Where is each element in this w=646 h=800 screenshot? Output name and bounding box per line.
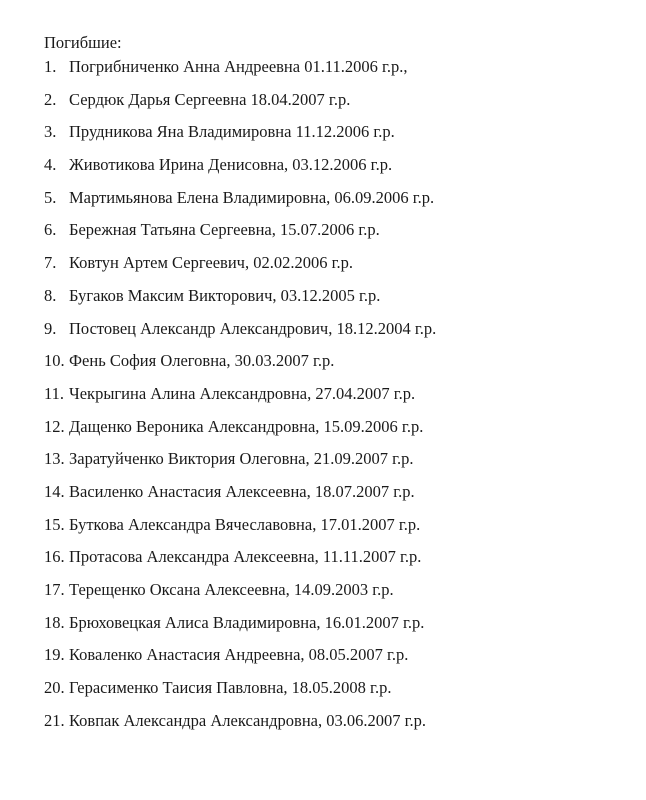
victims-list bbox=[44, 57, 436, 743]
list-item-number: 8. bbox=[44, 285, 57, 305]
list-item bbox=[44, 384, 436, 417]
list-item bbox=[44, 253, 436, 286]
list-item bbox=[44, 580, 436, 613]
list-item bbox=[44, 547, 436, 580]
list-item-number: 3. bbox=[44, 122, 57, 142]
list-item bbox=[44, 482, 436, 515]
list-item-number: 14. bbox=[44, 481, 65, 501]
list-item-text: Буткова Александра Вячеславовна, 17.01.2007 г.р. bbox=[69, 514, 421, 534]
list-item-number: 1. bbox=[44, 57, 57, 76]
list-item-text: Прудникова Яна Владимировна 11.12.2006 г.р. bbox=[69, 122, 395, 142]
list-item-number: 2. bbox=[44, 89, 57, 109]
list-item-number: 10. bbox=[44, 351, 65, 371]
list-item-number: 18. bbox=[44, 612, 65, 632]
list-item-text: Фень София Олеговна, 30.03.2007 г.р. bbox=[69, 351, 335, 371]
list-item-number: 17. bbox=[44, 580, 65, 599]
list-item-number: 21. bbox=[44, 710, 65, 730]
list-item-number: 7. bbox=[44, 253, 57, 273]
list-item bbox=[44, 515, 436, 548]
list-item-text: Ковпак Александра Александровна, 03.06.2007 г.р. bbox=[69, 710, 426, 730]
list-item-text: Бережная Татьяна Сергеевна, 15.07.2006 г.р. bbox=[69, 220, 380, 240]
list-item-text: Брюховецкая Алиса Владимировна, 16.01.2007 г.р. bbox=[69, 612, 425, 632]
list-item bbox=[44, 155, 436, 188]
list-item-text: Дащенко Вероника Александровна, 15.09.2006 г.р. bbox=[69, 416, 424, 436]
list-item-text: Ковтун Артем Сергеевич, 02.02.2006 г.р. bbox=[69, 253, 353, 273]
list-item bbox=[44, 351, 436, 384]
list-item-number: 6. bbox=[44, 220, 57, 240]
list-item bbox=[44, 319, 436, 352]
list-item-number: 9. bbox=[44, 318, 57, 338]
list-item-number: 13. bbox=[44, 449, 65, 469]
list-item-text: Мартимьянова Елена Владимировна, 06.09.2006 г.р. bbox=[69, 187, 435, 207]
list-item-text: Чекрыгина Алина Александровна, 27.04.2007 г.р. bbox=[69, 383, 416, 403]
list-item-text: Протасова Александра Алексеевна, 11.11.2007 г.р. bbox=[69, 547, 422, 567]
list-item-text: Терещенко Оксана Алексеевна, 14.09.2003 г.р. bbox=[69, 580, 394, 599]
list-item-text: Животикова Ирина Денисовна, 03.12.2006 г.р. bbox=[69, 155, 393, 175]
list-item-number: 4. bbox=[44, 155, 57, 175]
list-item-text: Коваленко Анастасия Андреевна, 08.05.2007 г.р. bbox=[69, 645, 409, 665]
list-item bbox=[44, 57, 436, 90]
list-item-number: 15. bbox=[44, 514, 65, 534]
list-item bbox=[44, 711, 436, 744]
list-item-number: 12. bbox=[44, 416, 65, 436]
list-item bbox=[44, 122, 436, 155]
list-item bbox=[44, 613, 436, 646]
list-item-number: 19. bbox=[44, 645, 65, 665]
list-item-text: Герасименко Таисия Павловна, 18.05.2008 г.р. bbox=[69, 678, 392, 698]
list-item-number: 16. bbox=[44, 547, 65, 567]
list-item-number: 11. bbox=[44, 383, 65, 403]
list-item bbox=[44, 417, 436, 450]
list-item bbox=[44, 286, 436, 319]
list-item-text: Бугаков Максим Викторович, 03.12.2005 г.р. bbox=[69, 285, 381, 305]
list-item-text: Постовец Александр Александрович, 18.12.2004 г.р. bbox=[69, 318, 437, 338]
list-item bbox=[44, 449, 436, 482]
list-item bbox=[44, 90, 436, 123]
list-item bbox=[44, 220, 436, 253]
list-item-text: Погрибниченко Анна Андреевна 01.11.2006 г.р., bbox=[69, 57, 408, 76]
list-item-text: Заратуйченко Виктория Олеговна, 21.09.2007 г.р. bbox=[69, 449, 414, 469]
list-item-number: 5. bbox=[44, 187, 57, 207]
list-item-number: 20. bbox=[44, 678, 65, 698]
list-item-text: Василенко Анастасия Алексеевна, 18.07.2007 г.р. bbox=[69, 481, 415, 501]
list-item bbox=[44, 645, 436, 678]
list-item bbox=[44, 188, 436, 221]
document-heading: Погибшие: bbox=[44, 33, 122, 52]
list-item-text: Сердюк Дарья Сергеевна 18.04.2007 г.р. bbox=[69, 89, 351, 109]
list-item bbox=[44, 678, 436, 711]
